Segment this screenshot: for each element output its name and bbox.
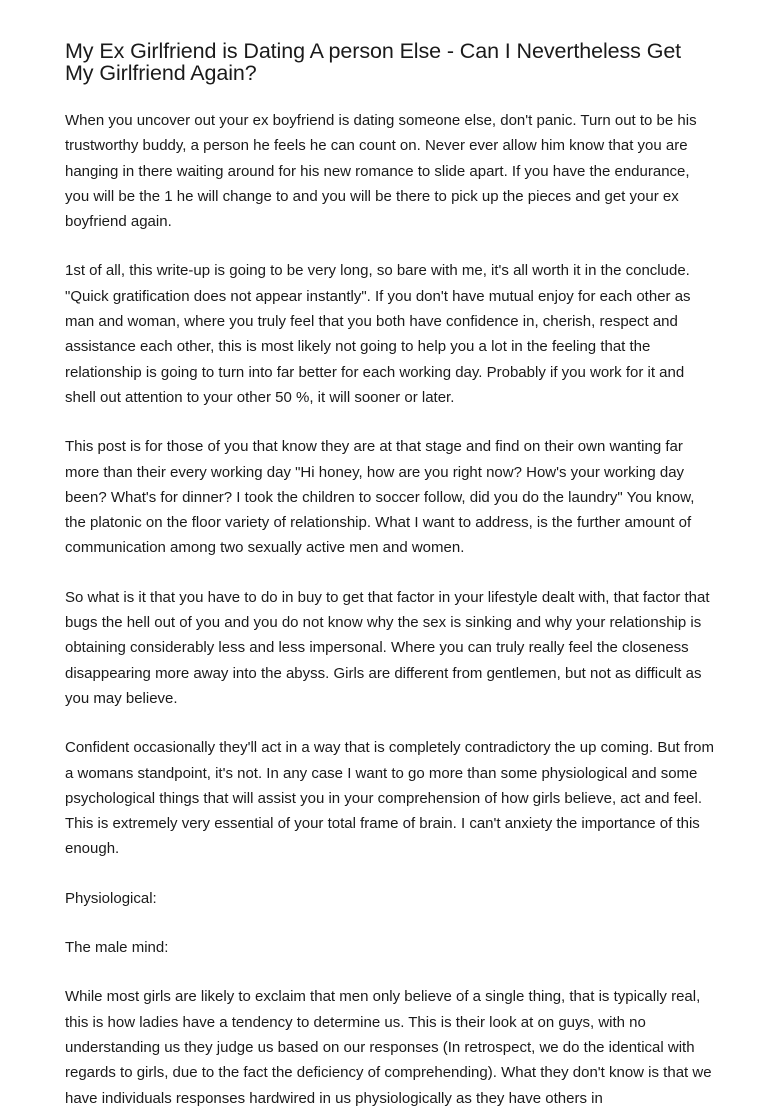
document-title: My Ex Girlfriend is Dating A person Else - Can I Nevertheless Get My Girlfriend Again? bbox=[65, 39, 682, 85]
paragraph-ex-dating: When you uncover out your ex boyfriend is dating someone else, don't panic. Turn out to be his trustworthy buddy, a person he feels he can count on. Never ever allow him know that you are hanging in there waiting around for his new romance to slide apart. If you have the endurance, you will be the 1 he will change to and you will be there to pick up the pieces and get your ex boyfriend again. bbox=[65, 112, 697, 231]
document-page bbox=[65, 40, 715, 1111]
paragraph-this-post: This post is for those of you that know they are at that stage and find on their own wanting far more than their every working day "Hi honey, how are you right now? How's your working day been? What's for dinner? I took the children to soccer follow, did you do the laundry" You know, the platonic on the floor variety of relationship. What I want to address, is the further amount of communication among two sexually active men and women. bbox=[65, 438, 695, 557]
paragraph-while-most-girls: While most girls are likely to exclaim that men only believe of a single thing, that is typically real, this is how ladies have a tendency to determine us. This is their look at on guys, with no understanding us they judge us based on our responses (In retrospect, we do the identical with regards to girls, due to the fact the deficiency of comprehending). What they don't know is that we have individuals responses hardwired in us physiologically as they have others in bbox=[65, 988, 712, 1107]
paragraph-so-what: So what is it that you have to do in buy to get that factor in your lifestyle dealt with, that factor that bugs the hell out of you and you do not know why the sex is sinking and why your relationship is obtaining considerably less and less impersonal. Where you can truly really feel the closeness disappearing more away into the abyss. Girls are different from gentlemen, but not as difficult as you may believe. bbox=[65, 588, 710, 707]
section-heading-male-mind: The male mind: bbox=[65, 939, 169, 957]
paragraph-confident: Confident occasionally they'll act in a way that is completely contradictory the up coming. But from a womans standpoint, it's not. In any case I want to go more than some physiological and some psychological things that will assist you in your comprehension of how girls believe, act and feel. This is extremely very essential of your total frame of brain. I can't anxiety the importance of this enough. bbox=[65, 739, 715, 858]
section-heading-physiological: Physiological: bbox=[65, 889, 157, 907]
paragraph-first-of-all: 1st of all, this write-up is going to be very long, so bare with me, it's all worth it in the conclude. "Quick gratification does not appear instantly". If you don't have mutual enjoy for each other as man and woman, where you truly feel that you both have confidence in, cherish, respect and assistance each other, this is most likely not going to help you a lot in the feeling that the relationship is going to turn into far better for each working day. Probably if you work for it and shell out attention to your other 50 %, it will sooner or later. bbox=[65, 262, 691, 406]
